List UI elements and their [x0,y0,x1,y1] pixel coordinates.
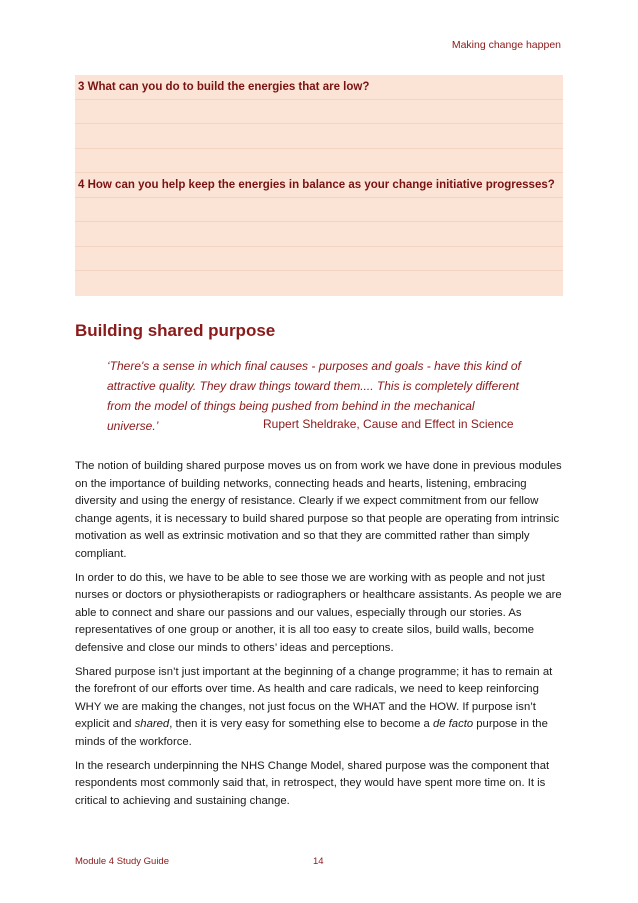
section-title: Building shared purpose [75,321,276,340]
paragraph-3 [75,664,565,752]
answer-line [75,100,563,125]
paragraph-3-text: purpose in the minds of the workforce. [75,718,548,748]
paragraph-2: In order to do this, we have to be able to see those we are working with as people and not just nurses or doctors or physiotherapists or radiographers or healthcare assistants. As people we are able to connect and share our passions and our values, especially through our stories. As representatives of one group or another, it is all too easy to create silos, build walls, become defensive and close our minds to others’ ideas and perceptions. [75,571,562,654]
paragraph-3-text: Shared purpose isn’t just important at the beginning of a change programme; it has to remain at the forefront of our efforts over time. As health and care radicals, we need to keep reinforcing WHY we are making the changes, not just focus on the WHAT and the HOW. If purpose isn’t explicit and [75,665,553,731]
running-header: Making change happen [451,39,561,51]
epigraph-quote: ‘There's a sense in which final causes - purposes and goals - have this kind of attractive quality. They draw things toward them.... This is completely different from the model of things being pushed from behind in the mechanical universe.’ [107,359,521,433]
answer-line [75,124,563,149]
question-4: 4 How can you help keep the energies in balance as your change initiative progresses? [75,173,563,198]
emphasis-shared: shared [134,718,170,731]
paragraph-3-text: , then it is very easy for something else to become a [169,718,433,731]
answer-line [75,271,563,296]
page-number: 14 [313,856,324,867]
emphasis-de-facto: de facto [432,718,474,731]
answer-line [75,198,563,223]
body-text [75,458,565,816]
question-3: 3 What can you do to build the energies that are low? [75,75,563,100]
answer-line [75,149,563,174]
footer-guide-title: Module 4 Study Guide [75,856,170,867]
quote-attribution: Rupert Sheldrake, Cause and Effect in Science [263,417,514,431]
paragraph-4: In the research underpinning the NHS Change Model, shared purpose was the component that respondents most commonly said that, in retrospect, they would have spent more time on. It is critical to achieving and sustaining change. [75,759,550,807]
answer-line [75,247,563,272]
paragraph-1: The notion of building shared purpose moves us on from work we have done in previous modules on the importance of building networks, connecting heads and hearts, listening, embracing diversity and using the energy of resistance. Clearly if we expect commitment from our fellow change agents, it is necessary to build shared purpose so that people are operating from intrinsic motivation as well as extrinsic motivation and so that they are committed rather than simply compliant. [75,460,562,560]
questions-table [75,75,563,296]
answer-line [75,222,563,247]
